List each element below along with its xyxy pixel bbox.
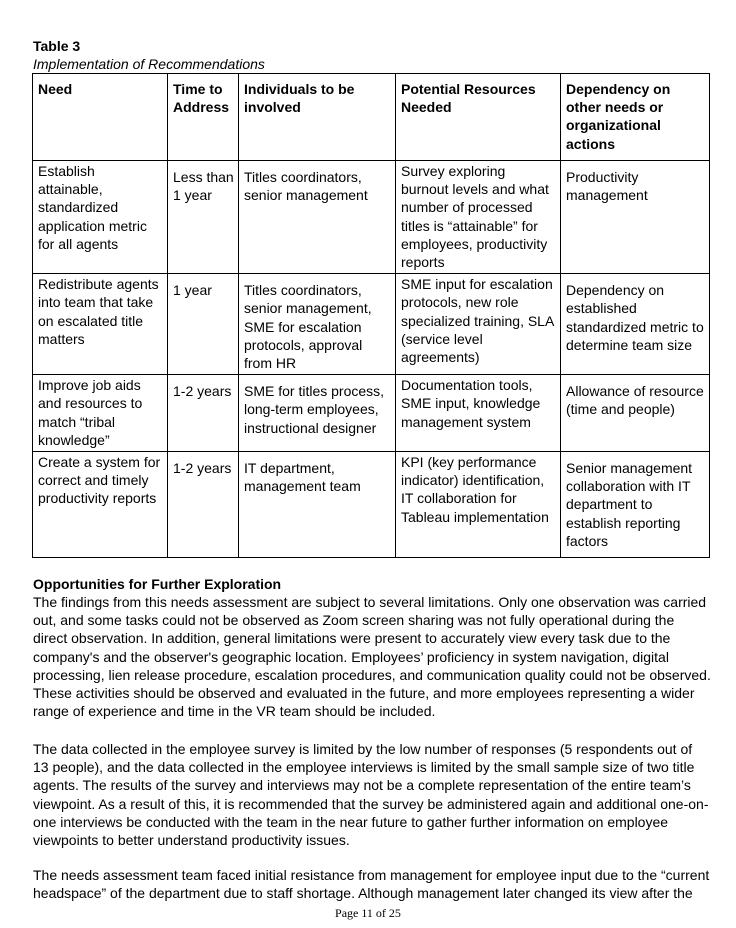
table-caption: Implementation of Recommendations [33,56,265,72]
table-cell: Less than 1 year [168,161,239,274]
body-paragraph: The needs assessment team faced initial resistance from management for employee input due to the “current headspace” of the department due to staff shortage. Although management later changed its view after the [33,867,710,902]
table-header-row [33,74,710,161]
table-row [33,274,710,375]
table-cell: Documentation tools, SME input, knowledge management system [396,375,561,452]
table-cell: SME input for escalation protocols, new role specialized training, SLA (service level agreements) [396,274,561,375]
table-cell: IT department, management team [239,452,396,558]
page-number: Page 11 of 25 [335,906,401,920]
column-header-need: Need [33,74,168,161]
section-heading: Opportunities for Further Exploration [33,576,282,592]
table-cell: 1 year [168,274,239,375]
body-paragraph: The findings from this needs assessment are subject to several limitations. Only one observation was carried out, and some tasks could not be observed as Zoom screen sharing was not fully operational during the direct observation. In addition, general limitations were present to accurately view every task due to the company's and the observer's geographic location. Employees’ proficiency in system navigation, digital processing, lien release procedure, escalation procedures, and communication quality could not be observed. These activities should be observed and evaluated in the future, and more employees representing a wider range of experience and time in the VR team should be included. [33,594,711,720]
table-cell: Productivity management [561,161,710,274]
table-cell: Senior management collaboration with IT department to establish reporting factors [561,452,710,558]
column-header-dependency: Dependency on other needs or organizational actions [561,74,710,161]
table-row [33,161,710,274]
column-header-resources: Potential Resources Needed [396,74,561,161]
table-row [33,452,710,558]
table-cell: KPI (key performance indicator) identification, IT collaboration for Tableau implementation [396,452,561,558]
table-cell: SME for titles process, long-term employees, instructional designer [239,375,396,452]
table-cell: Survey exploring burnout levels and what number of processed titles is “attainable” for employees, productivity reports [396,161,561,274]
table-cell: 1-2 years [168,452,239,558]
table-cell: Establish attainable, standardized application metric for all agents [33,161,168,274]
table-row [33,375,710,452]
table-cell: Titles coordinators, senior management, SME for escalation protocols, approval from HR [239,274,396,375]
table-cell: Redistribute agents into team that take on escalated title matters [33,274,168,375]
table-cell: Create a system for correct and timely productivity reports [33,452,168,558]
table-cell: 1-2 years [168,375,239,452]
recommendations-table [32,73,710,558]
column-header-time: Time to Address [168,74,239,161]
table-cell: Dependency on established standardized metric to determine team size [561,274,710,375]
column-header-individuals: Individuals to be involved [239,74,396,161]
table-cell: Improve job aids and resources to match “tribal knowledge” [33,375,168,452]
table-cell: Allowance of resource (time and people) [561,375,710,452]
table-label: Table 3 [33,38,81,54]
body-paragraph: The data collected in the employee survey is limited by the low number of responses (5 respondents out of 13 people), and the data collected in the employee interviews is limited by the small sample size of two title agents. The results of the survey and interviews may not be a complete representation of the entire team’s viewpoint. As a result of this, it is recommended that the survey be administered again and additional one-on-one interviews be conducted with the team in the near future to gather further information on employee viewpoints to better understand productivity issues. [33,741,709,849]
table-cell: Titles coordinators, senior management [239,161,396,274]
